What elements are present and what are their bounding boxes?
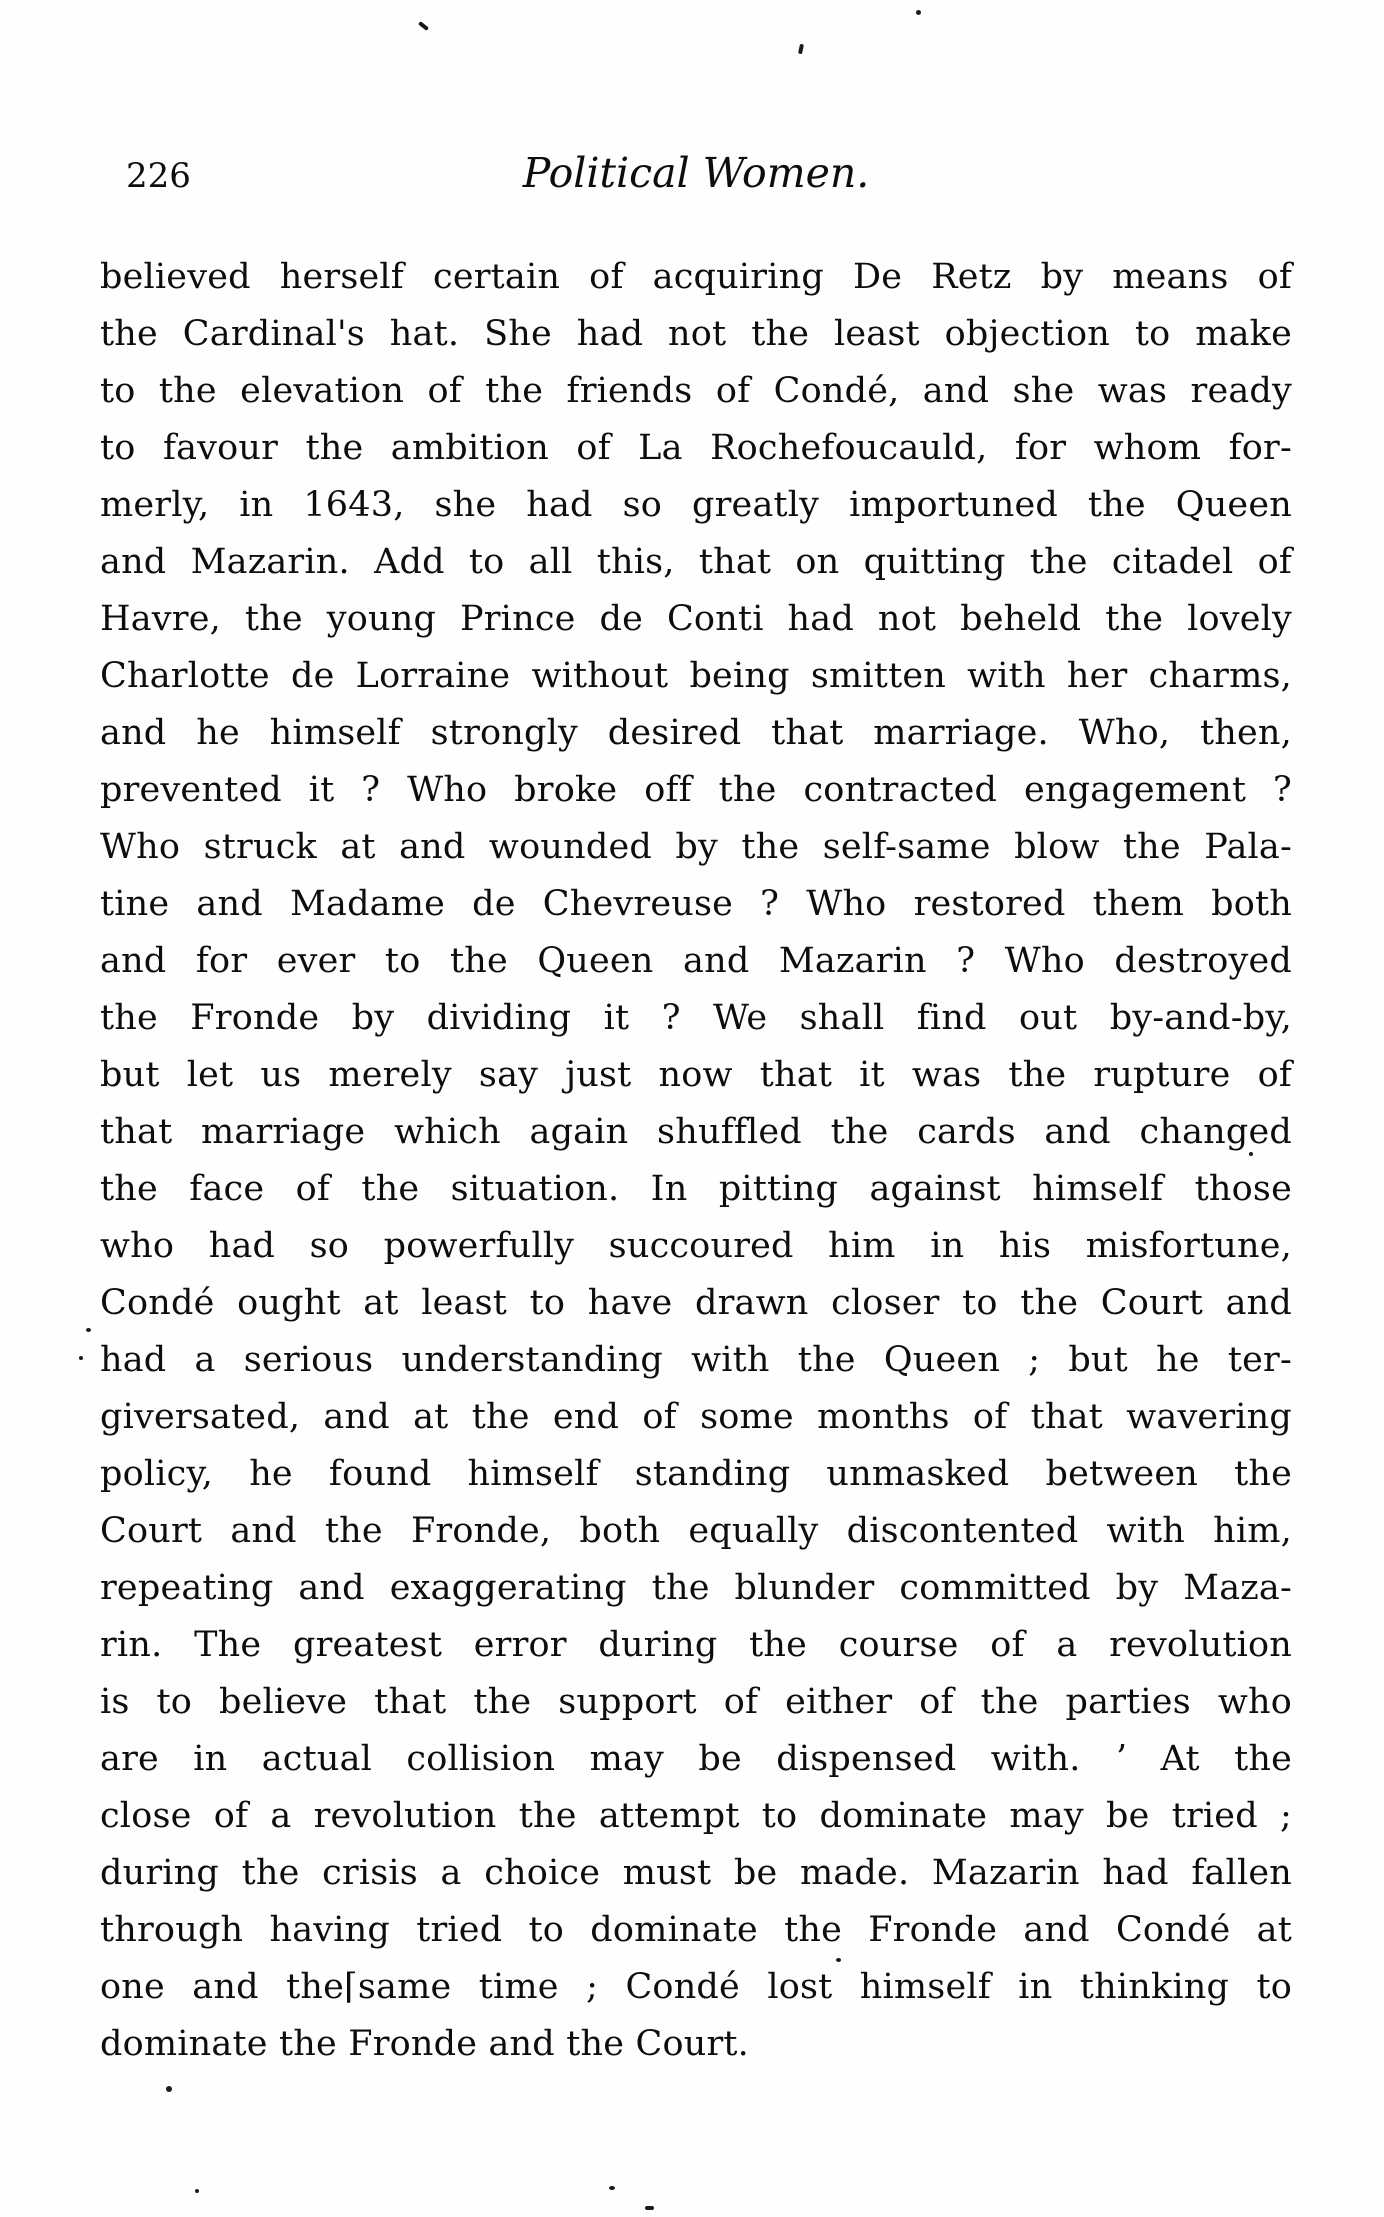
text-line: dominate the Fronde and the Court. (100, 2024, 749, 2064)
text-line: during the crisis a choice must be made. Mazarin had fallen (100, 1853, 1292, 1893)
text-line: and he himself strongly desired that marriage. Who, then, (100, 713, 1292, 753)
page-number: 226 (126, 156, 191, 196)
scan-speck (609, 2186, 615, 2190)
text-line: close of a revolution the attempt to dominate may be tried ; (100, 1796, 1292, 1836)
scan-speck (836, 1958, 841, 1962)
text-line: is to believe that the support of either of the parties who (100, 1682, 1292, 1722)
scan-speck (418, 21, 429, 31)
running-title: Political Women. (522, 149, 870, 197)
scan-speck (166, 2086, 172, 2092)
text-line: are in actual collision may be dispensed with. ʼ At the (100, 1739, 1292, 1779)
text-line: repeating and exaggerating the blunder committed by Maza- (100, 1568, 1292, 1608)
text-line: the face of the situation. In pitting against himself those (100, 1169, 1292, 1209)
body-paragraph (100, 249, 1292, 2073)
text-line: rin. The greatest error during the course of a revolution (100, 1625, 1292, 1665)
text-line: to the elevation of the friends of Condé, and she was ready (100, 371, 1292, 411)
text-line: one and the⌈same time ; Condé lost himself in thinking to (100, 1967, 1292, 2007)
text-line: Who struck at and wounded by the self-same blow the Pala- (100, 827, 1292, 867)
text-line: but let us merely say just now that it was the rupture of (100, 1055, 1292, 1095)
scan-speck (195, 2189, 199, 2193)
text-line: the Cardinal's hat. She had not the least objection to make (100, 314, 1292, 354)
text-line: believed herself certain of acquiring De Retz by means of (100, 257, 1292, 297)
text-line: and for ever to the Queen and Mazarin ? Who destroyed (100, 941, 1292, 981)
text-line: merly, in 1643, she had so greatly importuned the Queen (100, 485, 1292, 525)
text-line: prevented it ? Who broke off the contracted engagement ? (100, 770, 1292, 810)
text-line: to favour the ambition of La Rochefoucauld, for whom for- (100, 428, 1292, 468)
text-line: who had so powerfully succoured him in his misfortune, (100, 1226, 1292, 1266)
text-line: had a serious understanding with the Queen ; but he ter- (100, 1340, 1292, 1380)
text-line: through having tried to dominate the Fronde and Condé at (100, 1910, 1292, 1950)
text-line: Court and the Fronde, both equally discontented with him, (100, 1511, 1292, 1551)
scan-speck (916, 10, 921, 15)
text-line: giversated, and at the end of some months of that wavering (100, 1397, 1292, 1437)
text-line: the Fronde by dividing it ? We shall find out by-and-by, (100, 998, 1292, 1038)
scan-speck (86, 1328, 91, 1332)
text-line: tine and Madame de Chevreuse ? Who restored them both (100, 884, 1292, 924)
scan-speck (79, 1356, 83, 1360)
text-line: Havre, the young Prince de Conti had not beheld the lovely (100, 599, 1292, 639)
scan-speck (645, 2206, 654, 2210)
scan-speck (798, 44, 804, 55)
text-line: Condé ought at least to have drawn closer to the Court and (100, 1283, 1292, 1323)
text-line: Charlotte de Lorraine without being smitten with her charms, (100, 656, 1292, 696)
text-line: that marriage which again shuffled the cards and changed (100, 1112, 1292, 1152)
text-line: policy, he found himself standing unmasked between the (100, 1454, 1292, 1494)
scan-speck (1249, 1152, 1253, 1156)
text-line: and Mazarin. Add to all this, that on quitting the citadel of (100, 542, 1292, 582)
